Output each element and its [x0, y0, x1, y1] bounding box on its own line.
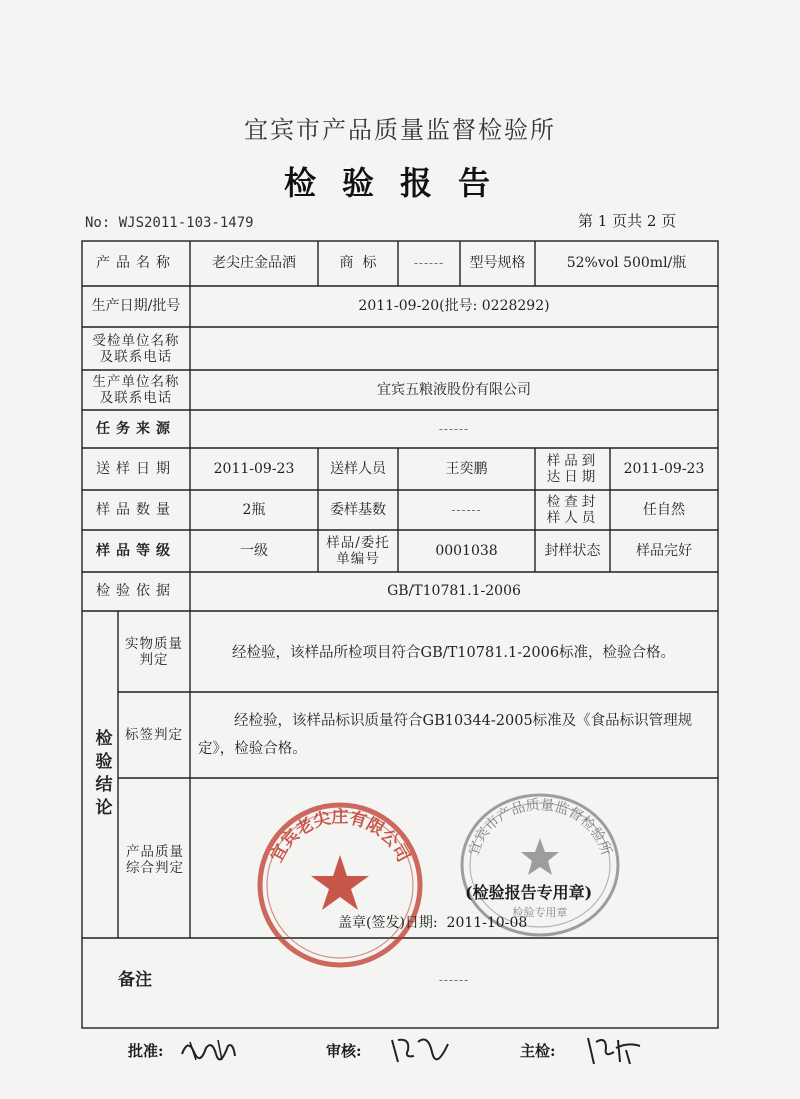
base-value: ------: [451, 502, 482, 517]
sealer-label: 检查封样人员: [546, 494, 600, 526]
institute-name: 宜宾市产品质量监督检验所: [244, 116, 556, 144]
product-name-value: 老尖庄金品酒: [212, 255, 296, 271]
base-label: 委样基数: [330, 501, 386, 518]
task-source-value: ------: [438, 421, 470, 436]
spec-value: 52%vol 500ml/瓶: [566, 255, 687, 271]
review-signature-icon: [388, 1032, 452, 1066]
company-seal-label: 宜宾老尖庄有限公司: [266, 807, 414, 866]
stamp-text: (检验报告专用章): [465, 883, 593, 902]
arrival-date-value: 2011-09-23: [623, 460, 705, 477]
send-date-label: 送样日期: [96, 460, 176, 477]
basis-value: GB/T10781.1-2006: [387, 583, 521, 599]
company-seal-icon: [255, 800, 425, 970]
stamp-date: 盖章(签发)日期: 2011-10-08: [338, 915, 528, 931]
remarks-value: ------: [438, 972, 470, 987]
main-signature-icon: [582, 1032, 646, 1068]
quantity-label: 样品数量: [96, 501, 176, 518]
spec-label: 型号规格: [469, 255, 526, 271]
quantity-value: 2瓶: [242, 501, 266, 518]
sender-label: 送样人员: [330, 460, 386, 477]
producer-value: 宜宾五粮液股份有限公司: [377, 381, 531, 398]
approve-signature-icon: [178, 1032, 238, 1066]
approve-label: 批准:: [128, 1042, 164, 1060]
inspection-seal-label: 宜宾市产品质量监督检验所: [465, 797, 615, 858]
date-batch-label: 生产日期/批号: [91, 298, 181, 314]
trademark-label: 商 标: [339, 255, 377, 271]
task-source-label: 任务来源: [96, 420, 176, 437]
sender-value: 王奕鹏: [445, 460, 488, 477]
trademark-value: ------: [413, 256, 445, 270]
main-inspector-label: 主检:: [520, 1042, 556, 1060]
page-info: 第 1 页共 2 页: [578, 212, 677, 230]
grade-label: 样品等级: [96, 542, 176, 559]
producer-label: 生产单位名称及联系电话: [92, 374, 180, 406]
report-title: 检验报告: [283, 164, 516, 202]
sample-no-value: 0001038: [435, 542, 498, 559]
grade-value: 一级: [240, 542, 268, 559]
conclusion-label: 检验结论: [91, 729, 112, 821]
inspected-unit-label: 受检单位名称及联系电话: [92, 332, 180, 365]
sealer-value: 任自然: [643, 501, 685, 518]
label-check-text: 经检验，该样品标识质量符合GB10344-2005标准及《食品标识管理规定》，检验合格。: [198, 713, 693, 757]
send-date-value: 2011-09-23: [213, 460, 295, 477]
physical-quality-text: 经检验，该样品所检项目符合GB/T10781.1-2006标准，检验合格。: [232, 645, 676, 661]
overall-quality-label: 产品质量综合判定: [126, 844, 184, 876]
report-number: No: WJS2011-103-1479: [85, 215, 254, 231]
basis-label: 检验依据: [96, 583, 176, 599]
review-label: 审核:: [326, 1042, 362, 1060]
arrival-date-label: 样品到达日期: [546, 453, 600, 485]
inspected-unit-value: [190, 327, 718, 370]
physical-quality-label: 实物质量判定: [125, 635, 183, 668]
seal-state-label: 封样状态: [544, 542, 601, 559]
product-name-label: 产品名称: [96, 255, 176, 271]
seal-state-value: 样品完好: [636, 542, 692, 559]
date-batch-value: 2011-09-20(批号: 0228292): [358, 298, 550, 314]
label-check-label: 标签判定: [125, 727, 183, 743]
sample-no-label: 样品/委托单编号: [326, 535, 390, 567]
remarks-label: 备注: [118, 969, 152, 990]
inspection-seal-sub: 检验专用章: [512, 906, 568, 919]
